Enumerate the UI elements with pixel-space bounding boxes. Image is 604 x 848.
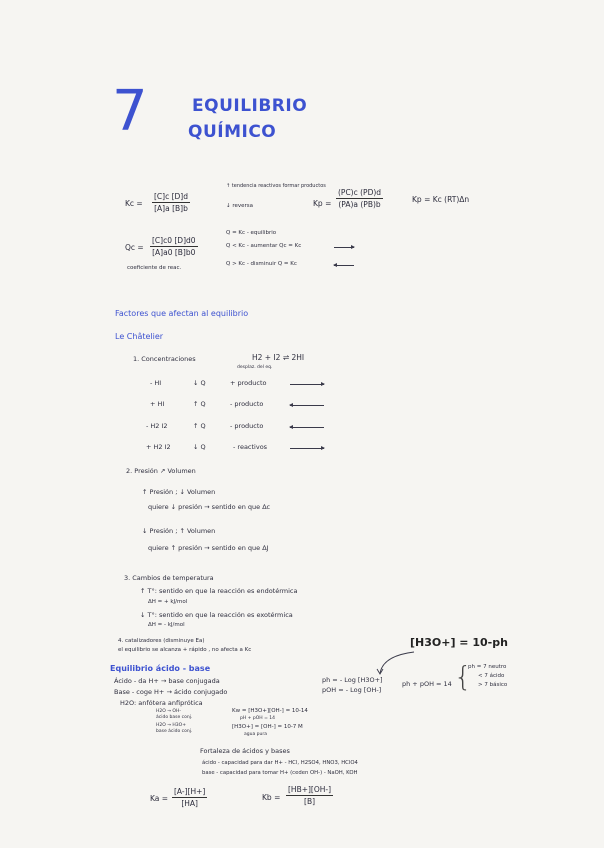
row-3-result: - producto	[230, 422, 264, 430]
ph-formula: [H3O+] = 10-ph	[410, 636, 508, 649]
qc-label: Qc =	[125, 243, 144, 252]
row-2-result: - producto	[230, 400, 264, 408]
row-1-q: ↓ Q	[193, 379, 206, 387]
reaction: H2 + I2 ⇌ 2HI	[252, 353, 305, 362]
ka-fraction	[172, 787, 207, 808]
row-1-change: - HI	[150, 379, 162, 387]
kp-label: Kp =	[313, 199, 332, 208]
scale-2: < 7 ácido	[478, 673, 505, 679]
water-4: base ácido conj.	[156, 729, 193, 734]
item-3-title: 3. Cambios de temperatura	[124, 574, 214, 582]
kb-label: Kb =	[262, 793, 281, 802]
ph-definition: ph = - Log [H3O+]	[322, 676, 383, 684]
temp-down: ↓ T°: sentido en que la reacción es exotérmica	[140, 611, 293, 619]
factors-heading: Factores que afectan al equilibrio	[115, 309, 249, 318]
row-3-arrow	[290, 427, 324, 428]
neutral-note: agua pura	[244, 732, 267, 737]
pressure-down: ↓ Presión ; ↑ Volumen	[142, 527, 216, 535]
row-2-q: ↑ Q	[193, 400, 206, 408]
item-2-title: 2. Presión ↗ Volumen	[126, 467, 196, 475]
ka-label: Ka =	[150, 794, 169, 803]
row-3-change: - H2 I2	[146, 422, 168, 430]
kc-label: Kc =	[125, 199, 143, 208]
kp-numerator: (PC)c (PD)d	[338, 188, 382, 197]
strength-base: base - capacidad para tomar H+ (ceden OH-) - NaOH, KOH	[202, 770, 358, 776]
water-line: H2O: anfótera anfiprótica	[120, 699, 203, 707]
item-1-title: 1. Concentraciones	[133, 355, 196, 363]
kc-note-down: ↓ reversa	[226, 203, 254, 209]
kp-denominator: (PA)a (PB)b	[338, 200, 381, 209]
qc-caption: coeficiente de reac.	[127, 265, 182, 271]
scale-3: > 7 básico	[478, 682, 508, 688]
scale-brace: {	[454, 660, 472, 693]
row-2-change: + HI	[150, 400, 165, 408]
kw-note: pH + pOH = 14	[240, 716, 276, 721]
row-1-result: + producto	[230, 379, 267, 387]
qc-line-1: Q = Kc - equilibrio	[226, 230, 277, 236]
kc-note-up: ↑ tendencia reactivos formar productos	[226, 183, 326, 189]
row-4-result: - reactivos	[233, 443, 268, 451]
row-1-arrow	[290, 384, 324, 385]
row-4-change: + H2 I2	[146, 443, 171, 451]
row-3-q: ↑ Q	[193, 422, 206, 430]
qc-fraction	[150, 236, 198, 257]
row-4-q: ↓ Q	[193, 443, 206, 451]
chapter-number: 7	[112, 79, 148, 144]
strength-acid: ácido - capacidad para dar H+ - HCl, H2SO4, HNO3, HClO4	[202, 760, 358, 766]
row-2-arrow	[290, 405, 324, 406]
ka-denominator: [HA]	[181, 799, 198, 808]
qc-line-3: Q > Kc - disminuir Q = Kc	[226, 261, 297, 267]
poh-definition: pOH = - Log [OH-]	[322, 686, 382, 694]
neutral-expression: [H3O+] = [OH-] = 10-7 M	[232, 724, 303, 730]
title-line-1: EQUILIBRIO	[192, 96, 308, 116]
qc-numerator: [C]c0 [D]d0	[152, 236, 196, 245]
scale-1: ph = 7 neutro	[468, 664, 507, 670]
qc-denominator: [A]a0 [B]b0	[152, 248, 196, 257]
kp-fraction	[336, 188, 383, 209]
kb-numerator: [HB+][OH-]	[288, 785, 332, 794]
kw-expression: Kw = [H3O+][OH-] = 10-14	[232, 708, 308, 714]
arrow-left-1	[334, 265, 354, 266]
kc-denominator: [A]a [B]b	[154, 204, 188, 213]
qc-line-2: Q < Kc - aumentar Qc = Kc	[226, 243, 302, 249]
kb-denominator: [B]	[304, 797, 316, 806]
kc-numerator: [C]c [D]d	[154, 192, 188, 201]
kb-fraction	[286, 785, 333, 806]
kc-fraction	[152, 192, 190, 213]
strength-title: Fortaleza de ácidos y bases	[200, 747, 290, 755]
title-line-2: QUÍMICO	[188, 122, 277, 142]
pressure-up: ↑ Presión ; ↓ Volumen	[142, 488, 216, 496]
pressure-up-note: quiere ↓ presión → sentido en que ∆c	[148, 503, 271, 511]
factors-subheading: Le Châtelier	[115, 332, 164, 341]
ph-pointer-arrow	[372, 650, 422, 676]
temp-up: ↑ T°: sentido en que la reacción es endotérmica	[140, 587, 298, 595]
temp-down-note: ΔH = - kJ/mol	[148, 622, 185, 628]
acid-line: Ácido - da H+ → base conjugada	[114, 677, 220, 685]
reaction-note: desplaz. del eq.	[237, 365, 273, 370]
row-4-arrow	[290, 448, 324, 449]
ka-numerator: [A-][H+]	[174, 787, 206, 796]
arrow-right-1	[334, 247, 354, 248]
temp-up-note: ΔH = + kJ/mol	[148, 599, 188, 605]
water-1: H2O → OH-	[156, 709, 181, 714]
base-line: Base - coge H+ → ácido conjugado	[114, 688, 228, 696]
kp-relation: Kp = Kc (RT)Δn	[412, 195, 470, 204]
water-3: H2O → H3O+	[156, 723, 186, 728]
water-2: ácido base conj.	[156, 715, 193, 720]
item-4-note: el equilibrio se alcanza + rápido , no afecta a Kc	[118, 647, 252, 653]
item-4: 4. catalizadores (disminuye Ea)	[118, 638, 205, 644]
acid-base-heading: Equilibrio ácido - base	[110, 664, 211, 673]
pressure-down-note: quiere ↑ presión → sentido en que ∆J	[148, 544, 269, 552]
ph-sum: ph + pOH = 14	[402, 680, 452, 688]
